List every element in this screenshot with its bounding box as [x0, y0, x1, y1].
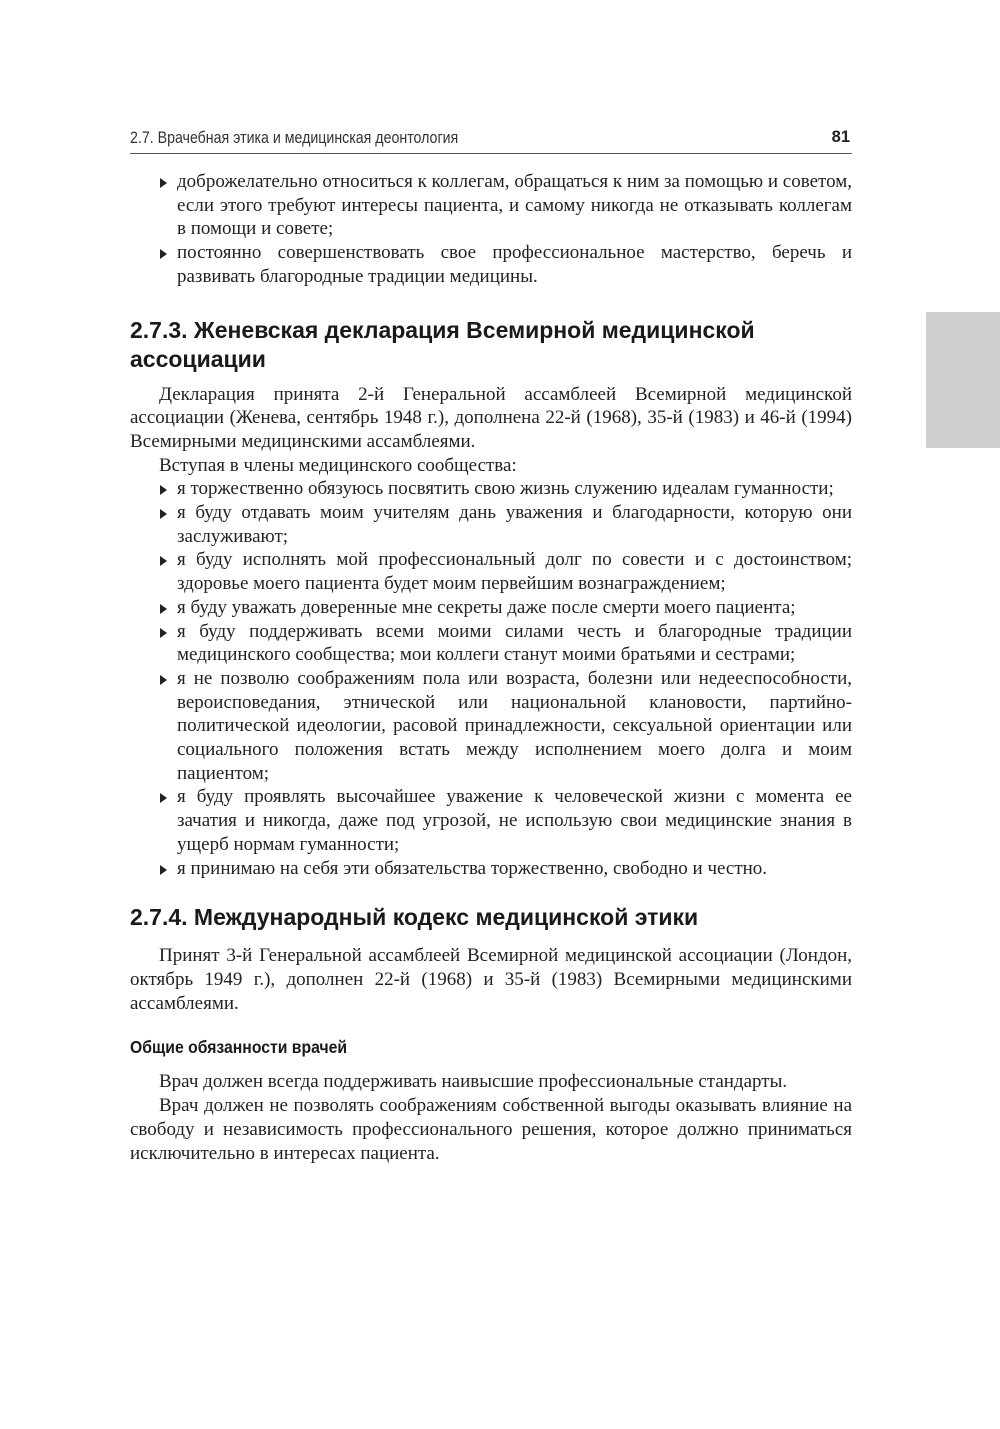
- section-274-intro: Принят 3-й Генеральной ассамблеей Всемирной медицинской ассоциации (Лондон, октябрь 1949 г.), дополнен 22-й (1968) и 35-й (1983) Всемирными медицинскими ассамблеями.: [130, 945, 852, 1014]
- body-paragraph: Врач должен всегда поддерживать наивысшие профессиональные стандарты.: [159, 1071, 788, 1093]
- list-item-text: я буду исполнять мой профессиональный долг по совести и с достоинством; здоровье моего пациента будет моим первейшим вознаграждением;: [177, 549, 852, 595]
- list-item-text: доброжелательно относиться к коллегам, обращаться к ним за помощью и советом, если этого требуют интересы пациента, и самому никогда не отказывать коллегам в помощи и совете;: [177, 171, 852, 240]
- list-item: [130, 857, 852, 881]
- list-item: [130, 548, 852, 595]
- list-item: [130, 170, 852, 241]
- list-item-text: я буду отдавать моим учителям дань уважения и благодарности, которую они заслуживают;: [177, 502, 852, 547]
- page-body: [130, 170, 852, 1165]
- top-bullet-list: [130, 170, 852, 289]
- list-item: [130, 785, 852, 856]
- triangle-bullet-icon: [160, 509, 167, 519]
- body-paragraph: Врач должен не позволять соображениям собственной выгоды оказывать влияние на свободу и независимость профессионального решения, которое должно приниматься исключительно в интересах пациента.: [130, 1095, 852, 1164]
- triangle-bullet-icon: [160, 675, 167, 685]
- running-header: [130, 127, 852, 154]
- list-item: [130, 620, 852, 667]
- list-item-text: я торжественно обязуюсь посвятить свою жизнь служению идеалам гуманности;: [177, 478, 834, 500]
- declaration-bullet-list: [130, 477, 852, 880]
- list-item: [130, 241, 852, 288]
- subsection-heading: Общие обязанности врачей: [130, 1037, 348, 1058]
- section-heading-273: 2.7.3. Женевская декларация Всемирной медицинской ассоциации: [130, 316, 755, 372]
- triangle-bullet-icon: [160, 865, 167, 875]
- list-item-text: я буду поддерживать всеми моими силами честь и благородные традиции медицинского сообщества; мои коллеги станут моими братьями и сестрами;: [177, 620, 852, 666]
- triangle-bullet-icon: [160, 604, 167, 614]
- triangle-bullet-icon: [160, 178, 167, 188]
- section-273-intro: Декларация принята 2-й Генеральной ассамблеей Всемирной медицинской ассоциации (Женева, сентябрь 1948 г.), дополнена 22-й (1968), 35-й (1983) и 46-й (1994) Всемирными медицинскими ассамблеями.: [130, 383, 852, 452]
- section-heading-274: 2.7.4. Международный кодекс медицинской этики: [130, 904, 699, 931]
- triangle-bullet-icon: [160, 249, 167, 259]
- side-thumb-tab: [926, 312, 1000, 448]
- page-number: 81: [831, 128, 850, 146]
- list-item-text: я не позволю соображениям пола или возраста, болезни или недееспособности, вероисповедания, этнической или национальной клановости, партийно-политической идеологии, расовой принадлежности, сексуальной ориентации или социального положения встать между исполнением моего долга и моим пациентом;: [177, 667, 852, 784]
- list-item: [130, 477, 852, 501]
- list-item: [130, 596, 852, 620]
- triangle-bullet-icon: [160, 793, 167, 803]
- list-item: [130, 501, 852, 548]
- triangle-bullet-icon: [160, 485, 167, 495]
- section-273-lead: Вступая в члены медицинского сообщества:: [159, 454, 517, 476]
- list-item-text: я буду проявлять высочайшее уважение к человеческой жизни с момента ее зачатия и никогда, даже под угрозой, не использую свои медицинские знания в ущерб нормам гуманности;: [177, 786, 852, 855]
- list-item: [130, 667, 852, 786]
- triangle-bullet-icon: [160, 556, 167, 566]
- running-title: 2.7. Врачебная этика и медицинская деонтология: [130, 129, 459, 147]
- triangle-bullet-icon: [160, 628, 167, 638]
- list-item-text: я принимаю на себя эти обязательства торжественно, свободно и честно.: [177, 857, 768, 879]
- list-item-text: я буду уважать доверенные мне секреты даже после смерти моего пациента;: [177, 596, 796, 618]
- list-item-text: постоянно совершенствовать свое профессиональное мастерство, беречь и развивать благородные традиции медицины.: [177, 242, 852, 287]
